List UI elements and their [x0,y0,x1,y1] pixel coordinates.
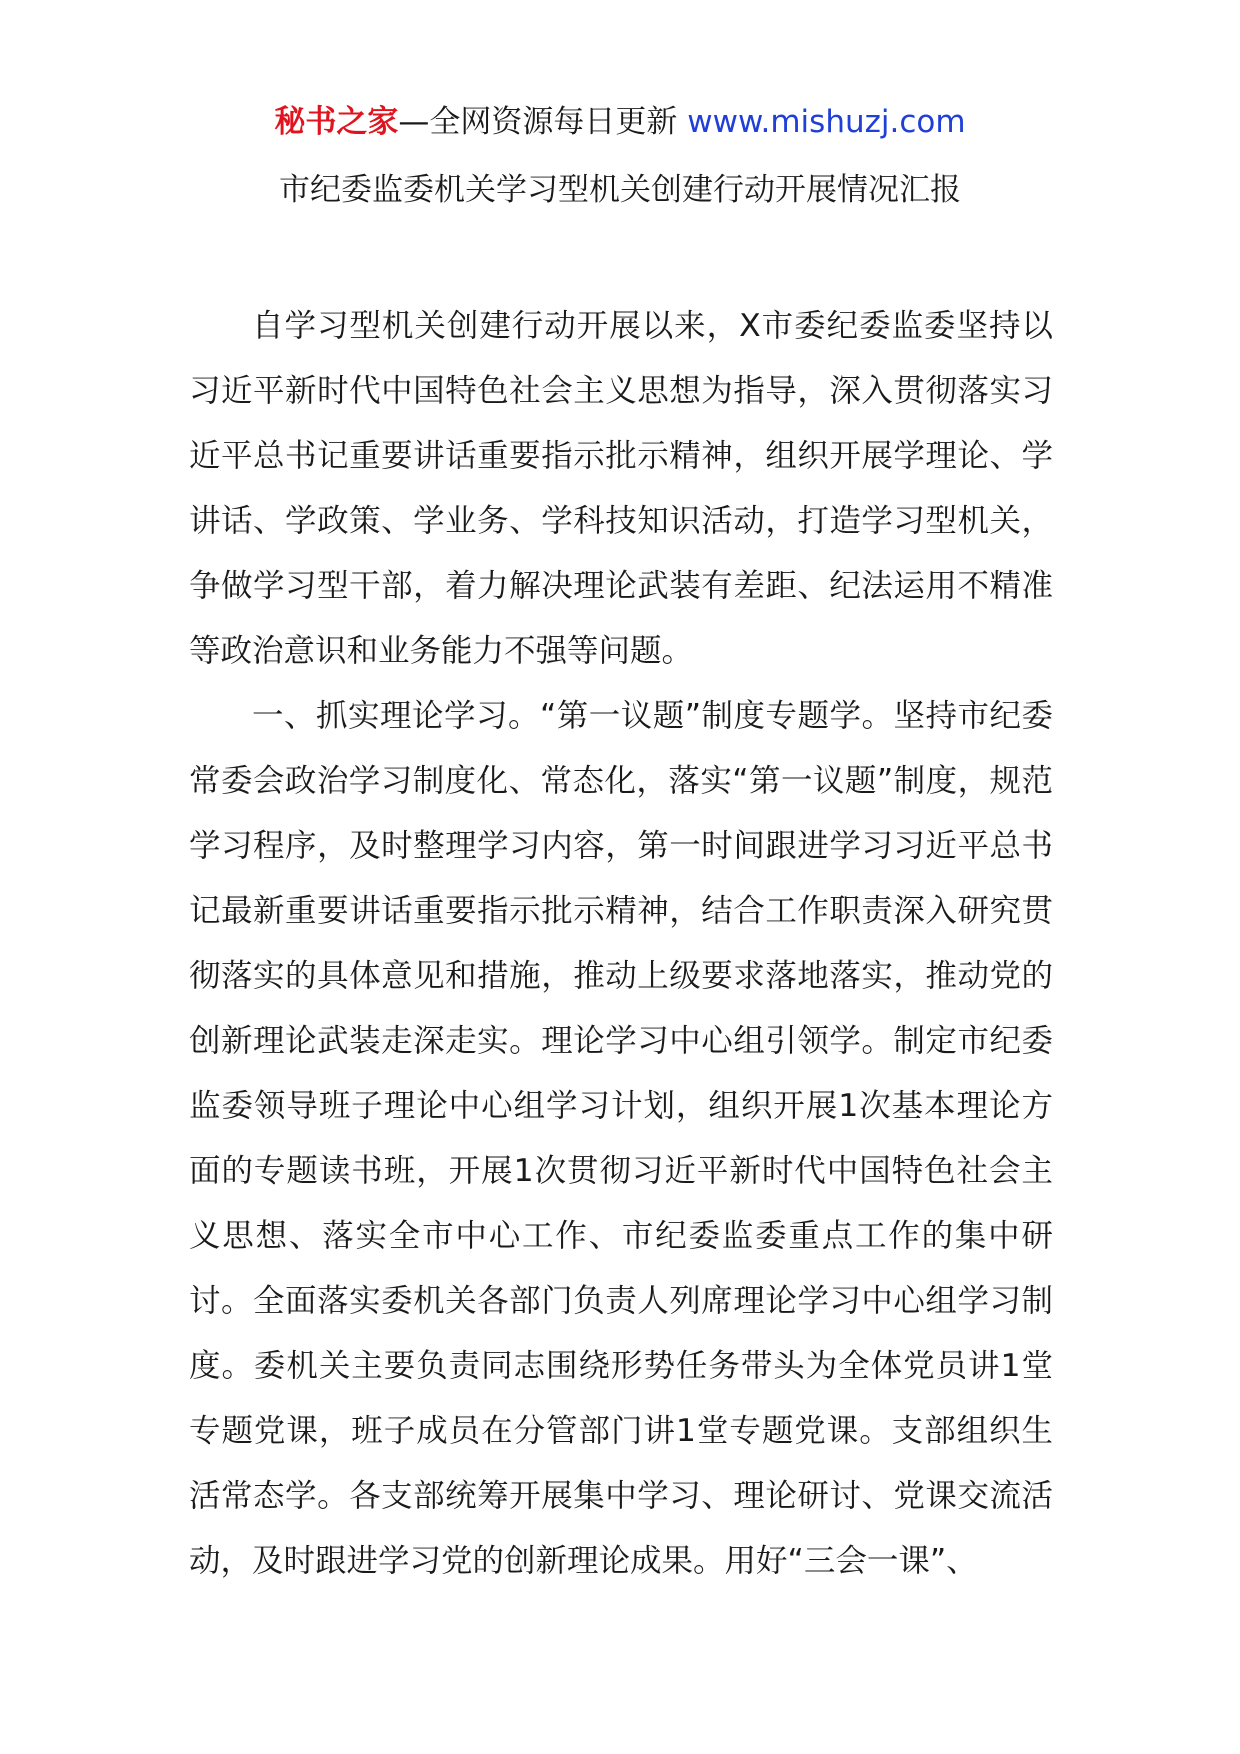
document-title: 市纪委监委机关学习型机关创建行动开展情况汇报 [279,172,961,208]
paragraph-section-1: 一、抓实理论学习。“第一议题”制度专题学。坚持市纪委常委会政治学习制度化、常态化，落实“第一议题”制度，规范学习程序，及时整理学习内容，第一时间跟进学习习近平总书记最新重要讲话重要指示批示精神，结合工作职责深入研究贯彻落实的具体意见和措施，推动上级要求落地落实，推动党的创新理论武装走深走实。理论学习中心组引领学。制定市纪委监委领导班子理论中心组学习计划，组织开展1次基本理论方面的专题读书班，开展1次贯彻习近平新时代中国特色社会主义思想、落实全市中心工作、市纪委监委重点工作的集中研讨。全面落实委机关各部门负责人列席理论学习中心组学习制度。委机关主要负责同志围绕形势任务带头为全体党员讲1堂专题党课，班子成员在分管部门讲1堂专题党课。支部组织生活常态学。各支部统筹开展集中学习、理论研讨、党课交流活动，及时跟进学习党的创新理论成果。用好“三会一课”、 [189,698,1053,1579]
document-body [189,294,1053,1594]
site-tagline: —全网资源每日更新 [398,104,688,140]
paragraph-intro: 自学习型机关创建行动开展以来，X市委纪委监委坚持以习近平新时代中国特色社会主义思想为指导，深入贯彻落实习近平总书记重要讲话重要指示批示精神，组织开展学理论、学讲话、学政策、学业务、学科技知识活动，打造学习型机关，争做学习型干部，着力解决理论武装有差距、纪法运用不精准等政治意识和业务能力不强等问题。 [189,308,1053,669]
site-header [0,100,1240,144]
site-brand: 秘书之家 [274,104,399,140]
site-url-link[interactable]: www.mishuzj.com [687,104,966,140]
